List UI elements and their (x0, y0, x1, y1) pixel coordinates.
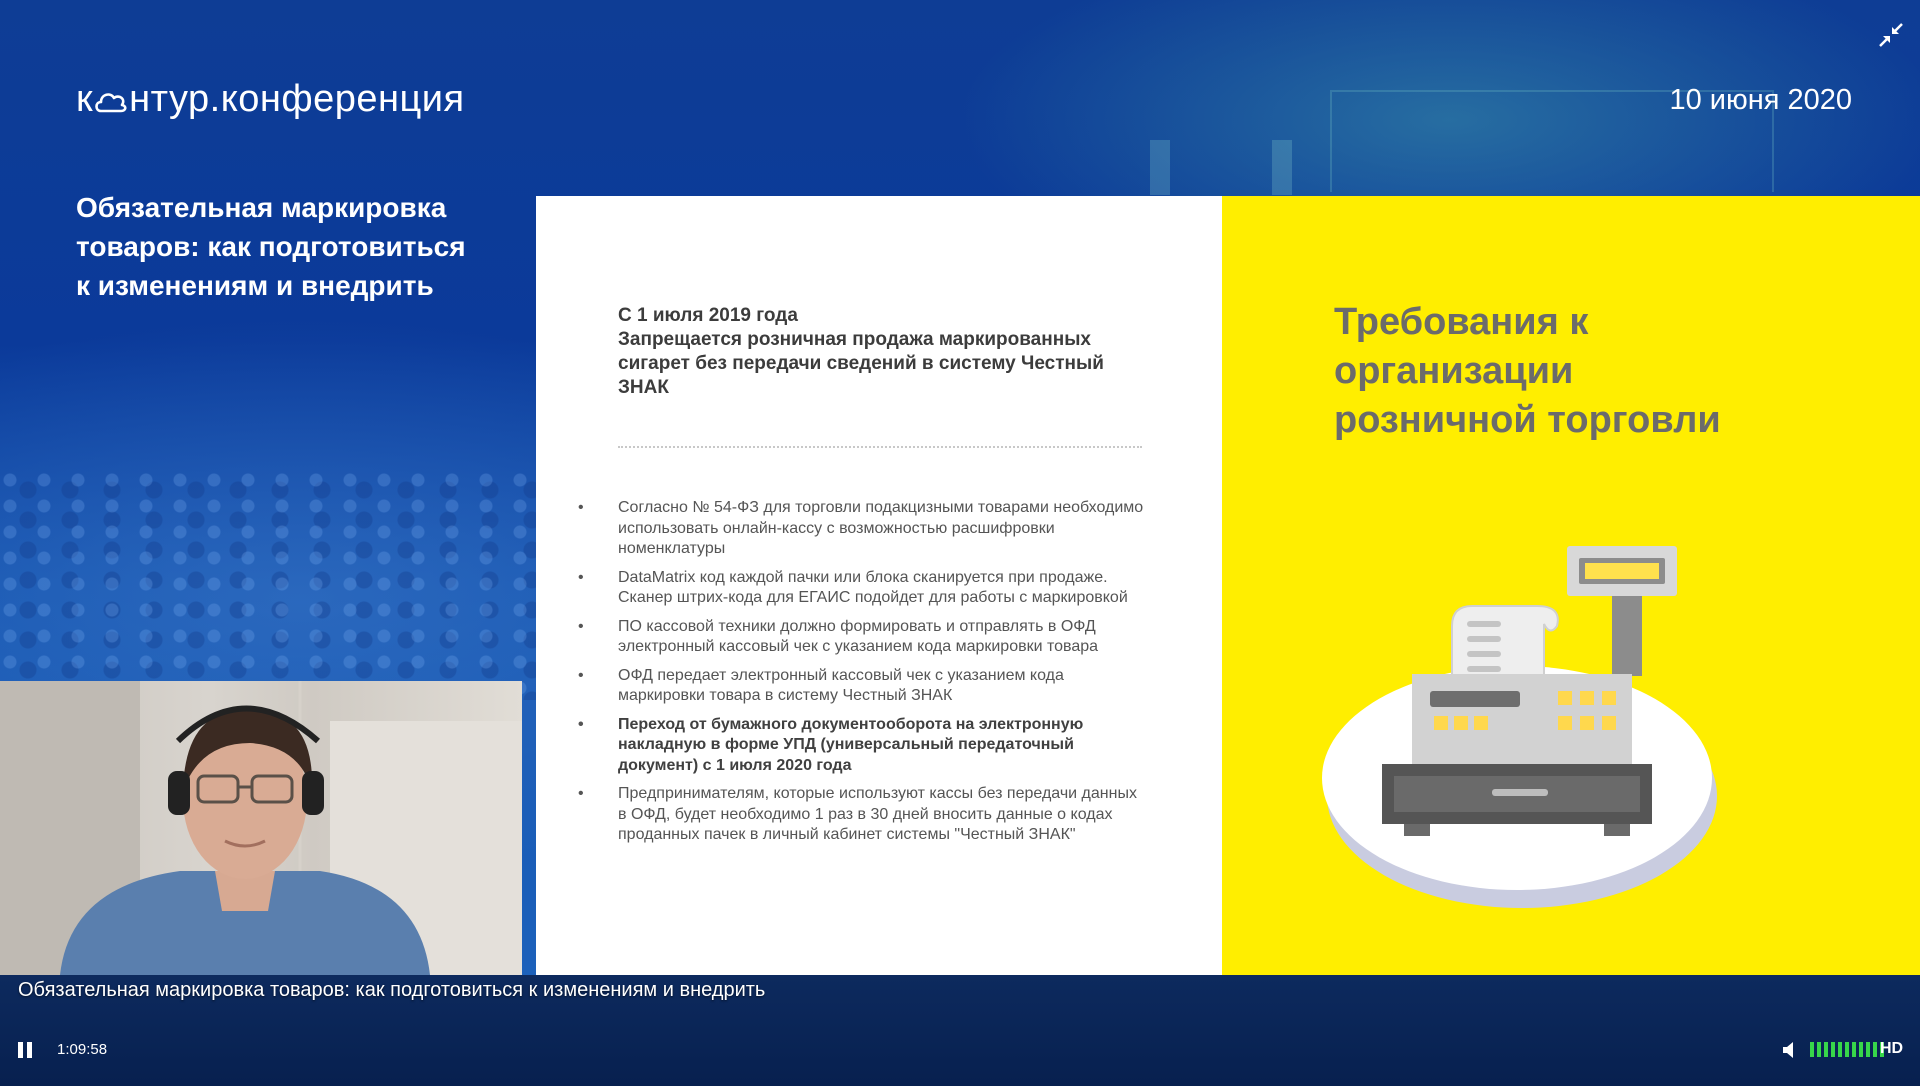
talk-title-line: товаров: как подготовиться (76, 231, 466, 262)
slide-bullet-list (578, 498, 1144, 854)
slide-bullet: • ОФД передает электронный кассовый чек с указанием кода маркировки товара в систему Честный ЗНАК (578, 666, 1144, 707)
volume-bar[interactable] (1859, 1042, 1863, 1057)
slide-lead-line: Запрещается розничная продажа маркированных (618, 329, 1091, 350)
volume-bar[interactable] (1810, 1042, 1814, 1057)
background-crowd (0, 470, 540, 700)
requirements-title-line: Требования к (1334, 301, 1589, 343)
slide-bullet: • ПО кассовой техники должно формировать и отправлять в ОФД электронный кассовый чек с указанием кода маркировки товара (578, 617, 1144, 658)
requirements-title (1334, 298, 1854, 445)
slide-bullet: • Предпринимателям, которые используют кассы без передачи данных в ОФД, будет необходимо 1 раз в 30 дней вносить данные о кодах проданных пачек в личный кабинет системы "Честный ЗНАК" (578, 784, 1144, 846)
volume-bar[interactable] (1852, 1042, 1856, 1057)
event-date: 10 июня 2020 (1669, 84, 1852, 116)
slide-lead (618, 304, 1138, 400)
volume-bar[interactable] (1866, 1042, 1870, 1057)
timecode: 1:09:58 (57, 1041, 108, 1058)
volume-slider[interactable] (1810, 1042, 1884, 1057)
slide-lead-line: сигарет без передачи сведений в систему Честный (618, 353, 1104, 374)
talk-title (76, 188, 516, 305)
slide-bullet: • Согласно № 54-ФЗ для торговли подакцизными товарами необходимо использовать онлайн-кассу с возможностью расшифровки номенклатуры (578, 498, 1144, 560)
player-controls-bar (0, 975, 1920, 1086)
volume-bar[interactable] (1873, 1042, 1877, 1057)
background-pillar (1150, 140, 1170, 195)
volume-icon[interactable] (1782, 1041, 1798, 1059)
cloud-logo-icon (94, 89, 128, 115)
volume-bar[interactable] (1817, 1042, 1821, 1057)
presentation-slide (536, 196, 1920, 975)
speaker-video-frame (0, 681, 522, 975)
quality-hd-button[interactable]: HD (1880, 1040, 1904, 1057)
volume-bar[interactable] (1824, 1042, 1828, 1057)
talk-title-line: к изменениям и внедрить (76, 270, 434, 301)
talk-title-line: Обязательная маркировка (76, 192, 447, 223)
requirements-title-line: розничной торговли (1334, 399, 1721, 441)
background-pillar (1272, 140, 1292, 195)
video-title: Обязательная маркировка товаров: как подготовиться к изменениям и внедрить (18, 979, 766, 1001)
slide-bullet-highlight: • Переход от бумажного документооборота на электронную накладную в форме УПД (универсальный передаточный документ) с 1 июля 2020 года (578, 715, 1144, 777)
volume-bar[interactable] (1845, 1042, 1849, 1057)
volume-bar[interactable] (1831, 1042, 1835, 1057)
cash-register-illustration (1322, 536, 1742, 916)
collapse-icon[interactable] (1878, 22, 1904, 48)
volume-bar[interactable] (1838, 1042, 1842, 1057)
slide-text-panel (536, 196, 1222, 975)
logo-text-start: к (76, 78, 94, 120)
logo-text-end: нтур.конференция (129, 78, 465, 120)
speaker-webcam (0, 681, 522, 975)
pause-icon[interactable] (18, 1042, 36, 1060)
kontur-conference-logo (76, 78, 465, 121)
slide-lead-line: ЗНАК (618, 377, 669, 398)
dotted-divider (618, 446, 1142, 448)
slide-yellow-panel (1222, 196, 1920, 975)
requirements-title-line: организации (1334, 350, 1574, 392)
slide-bullet: • DataMatrix код каждой пачки или блока сканируется при продаже. Сканер штрих-кода для ЕГАИС подойдет для работы с маркировкой (578, 568, 1144, 609)
slide-lead-line: С 1 июля 2019 года (618, 305, 798, 326)
